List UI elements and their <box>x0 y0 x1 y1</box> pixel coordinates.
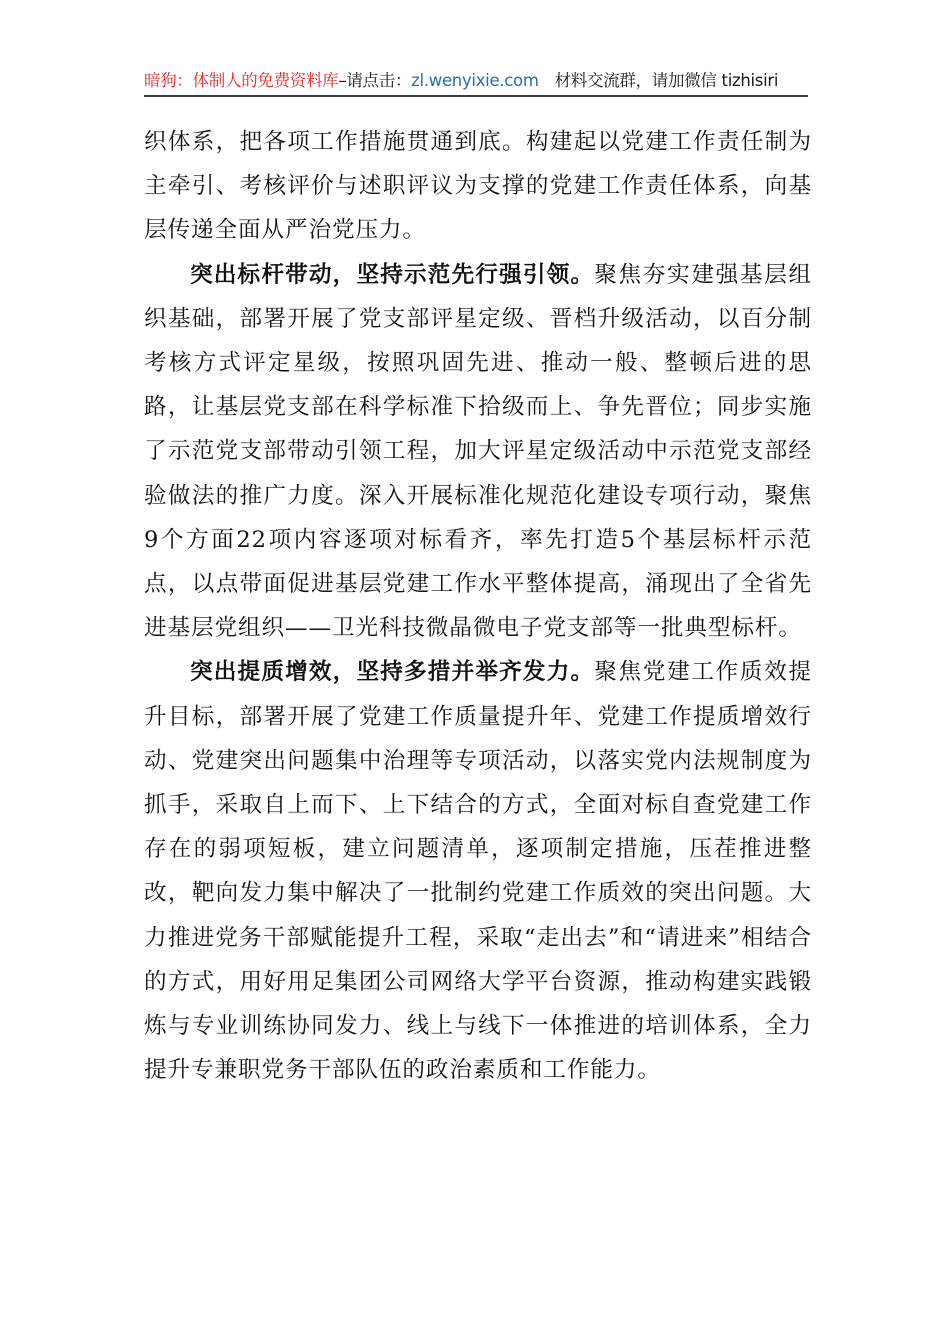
paragraph-continuation <box>144 120 812 253</box>
header-divider <box>144 95 808 97</box>
paragraph-text: 聚焦党建工作质效提升目标，部署开展了党建工作质量提升年、党建工作提质增效行动、党建突出问题集中治理等专项活动，以落实党内法规制度为抓手，采取自上而下、上下结合的方式，全面对标自查党建工作存在的弱项短板，建立问题清单，逐项制定措施，压茬推进整改，靶向发力集中解决了一批制约党建工作质效的突出问题。大力推进党务干部赋能提升工程，采取“走出去”和“请进来”相结合的方式，用好用足集团公司网络大学平台资源，推动构建实践锻炼与专业训练协同发力、线上与线下一体推进的培训体系，全力提升专兼职党务干部队伍的政治素质和工作能力。 <box>144 659 812 1084</box>
header-link[interactable]: zl.wenyixie.com <box>411 71 539 90</box>
paragraph-quality <box>144 650 812 1092</box>
header-contact: 材料交流群，请加微信 tizhisiri <box>554 71 779 90</box>
paragraph-text: 织体系，把各项工作措施贯通到底。构建起以党建工作责任制为主牵引、考核评价与述职评议为支撑的党建工作责任体系，向基层传递全面从严治党压力。 <box>144 129 812 244</box>
paragraph-lead-heading: 突出标杆带动，坚持示范先行强引领。 <box>190 261 595 288</box>
document-body <box>144 120 812 1092</box>
paragraph-text: 聚焦夯实建强基层组织基础，部署开展了党支部评星定级、晋档升级活动，以百分制考核方式评定星级，按照巩固先进、推动一般、整顿后进的思路，让基层党支部在科学标准下拾级而上、争先晋位；同步实施了示范党支部带动引领工程，加大评星定级活动中示范党支部经验做法的推广力度。深入开展标准化规范化建设专项行动，聚焦9个方面22项内容逐项对标看齐，率先打造5个基层标杆示范点，以点带面促进基层党建工作水平整体提高，涌现出了全省先进基层党组织——卫光科技微晶微电子党支部等一批典型标杆。 <box>144 261 812 642</box>
header-brand: 暗狗：体制人的免费资料库 <box>144 71 339 90</box>
paragraph-benchmark <box>144 253 812 651</box>
header-cta: –请点击： <box>338 71 412 90</box>
paragraph-lead-heading: 突出提质增效，坚持多措并举齐发力。 <box>190 659 595 686</box>
page-header <box>144 68 808 94</box>
